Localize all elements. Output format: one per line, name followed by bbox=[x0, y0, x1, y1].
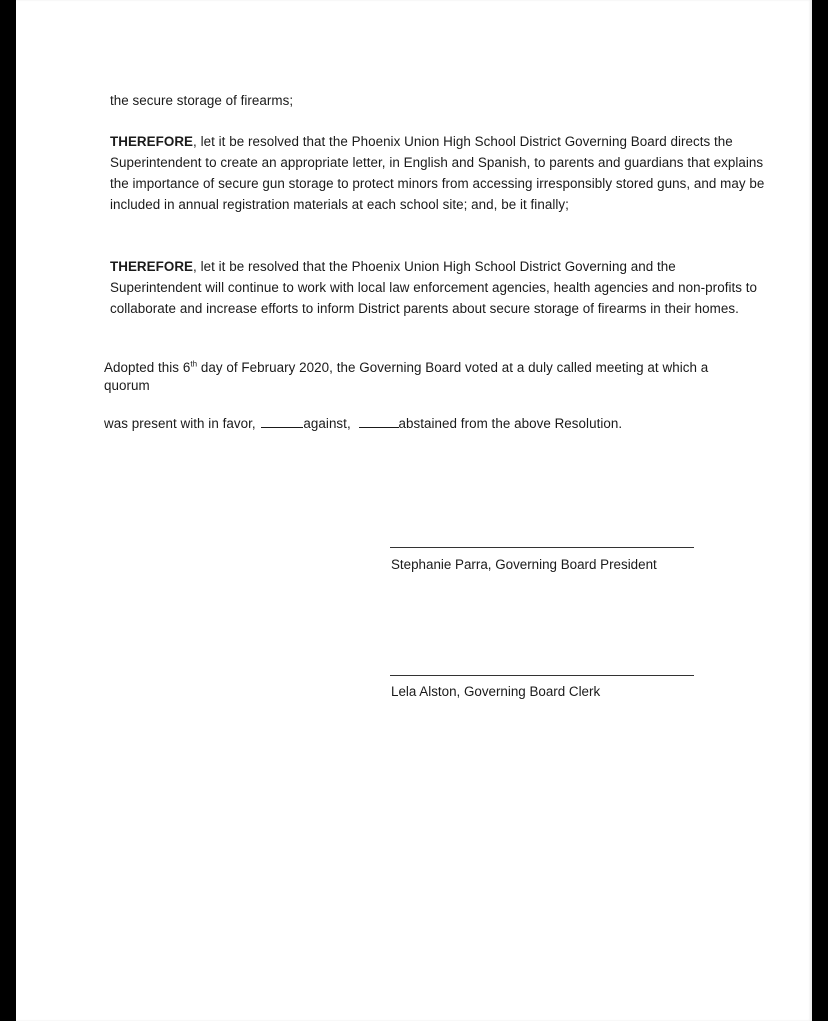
president-signature-name: Stephanie Parra, Governing Board President bbox=[391, 557, 657, 572]
paragraph-text: , let it be resolved that the Phoenix Union High School District Governing Board directs the Superintendent to create an appropriate letter, in English and Spanish, to parents and guardians that explains the importance of secure gun storage to protect minors from accessing irresponsibly stored guns, and may be included in annual registration materials at each school site; and, be it finally; bbox=[110, 134, 765, 212]
president-signature-line bbox=[390, 547, 694, 548]
in-favor-blank bbox=[261, 415, 303, 428]
paragraph-therefore-collaborate bbox=[110, 256, 760, 319]
ordinal-suffix: th bbox=[190, 359, 198, 369]
clerk-signature-line bbox=[390, 675, 694, 676]
document-page bbox=[16, 0, 812, 1021]
therefore-lead: THEREFORE bbox=[110, 259, 194, 274]
paragraph-text: , let it be resolved that the Phoenix Union High School District Governing and the Superintendent will continue to work with local law enforcement agencies, health agencies and non-profits to collaborate and increase efforts to inform District parents about secure storage of firearms in their homes. bbox=[110, 259, 758, 316]
paragraph-text: the secure storage of firearms; bbox=[110, 93, 294, 108]
against-blank bbox=[359, 415, 399, 428]
vote-mid: against, bbox=[303, 416, 355, 431]
therefore-lead: THEREFORE bbox=[110, 134, 194, 149]
paragraph-firearms-storage bbox=[110, 90, 770, 111]
clerk-signature-name: Lela Alston, Governing Board Clerk bbox=[391, 684, 601, 699]
vote-statement bbox=[104, 413, 744, 434]
adoption-statement bbox=[104, 359, 744, 395]
vote-pre: was present with in favor, bbox=[104, 416, 260, 431]
adopted-post: day of February 2020, the Governing Board voted at a duly called meeting at which a quorum bbox=[104, 360, 709, 393]
vote-post: abstained from the above Resolution. bbox=[398, 416, 623, 431]
adopted-pre: Adopted this 6 bbox=[104, 360, 191, 375]
paragraph-therefore-letter bbox=[110, 131, 770, 215]
